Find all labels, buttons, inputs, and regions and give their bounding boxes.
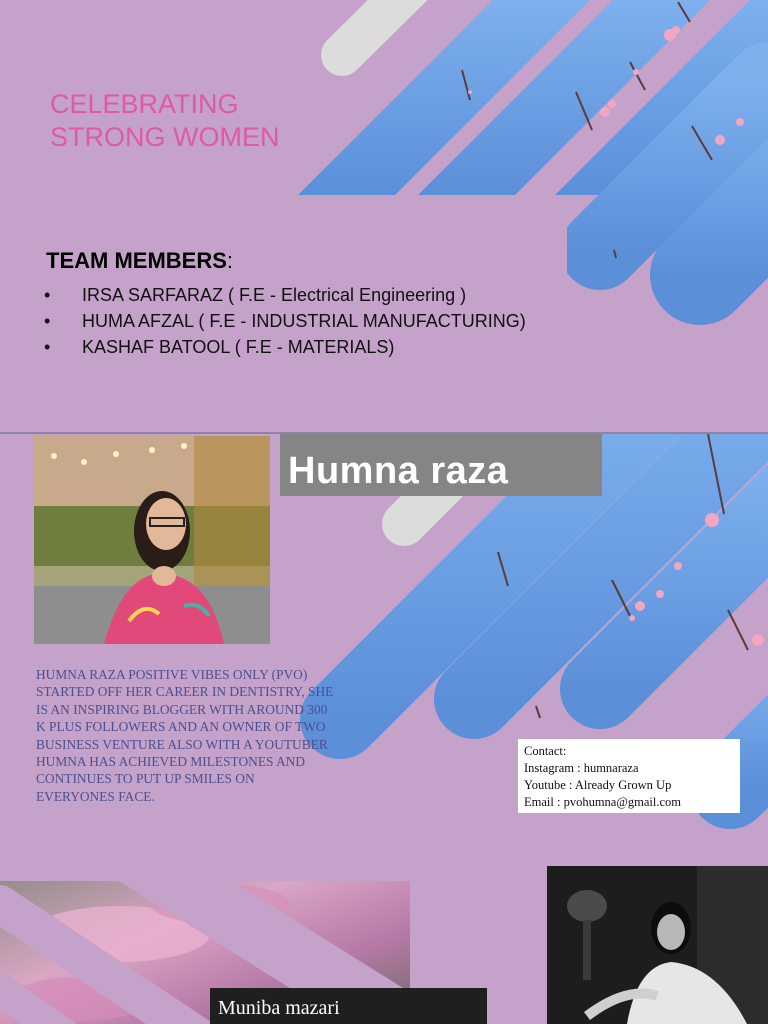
- contact-instagram: Instagram : humnaraza: [524, 761, 639, 775]
- contact-card: [518, 739, 740, 813]
- portrait-image: [547, 866, 768, 1024]
- title-line-1: CELEBRATING: [50, 89, 239, 119]
- portrait-image: [34, 436, 270, 644]
- team-members-list: [44, 282, 526, 360]
- team-members-heading: [46, 248, 233, 274]
- slide-humna-raza: [0, 434, 768, 1024]
- list-item: [44, 334, 526, 360]
- member-name: HUMA AFZAL ( F.E - INDUSTRIAL MANUFACTURING): [82, 311, 526, 331]
- team-heading-colon: :: [226, 248, 234, 273]
- diagonal-stripes-decoration: [0, 0, 768, 432]
- bio-line: HUMNA RAZA POSITIVE VIBES ONLY (PVO): [36, 667, 308, 682]
- team-heading-label: TEAM MEMBERS: [46, 248, 227, 273]
- title-line-2: STRONG WOMEN: [50, 122, 280, 153]
- next-profile-name: Muniba mazari: [210, 988, 487, 1024]
- member-name: IRSA SARFARAZ ( F.E - Electrical Engineering ): [82, 285, 467, 305]
- muniba-mazari-photo: [547, 866, 768, 1024]
- list-item: [44, 282, 526, 308]
- slide-celebrating-strong-women: [0, 0, 768, 434]
- bio-line: STARTED OFF HER CAREER IN DENTISTRY, SHE IS AN INSPIRING BLOGGER WITH AROUND 300 K PLUS FOLLOWERS AND AN OWNER OF TWO BUSINESS VENTURE ALSO WITH A YOUTUBER HUMNA HAS ACHIEVED MILESTONES AND CONTINUES TO PUT UP SMILES ON EVERYONES FACE.: [36, 684, 334, 804]
- contact-youtube: Youtube : Already Grown Up: [524, 778, 672, 792]
- profile-name-title: Humna raza: [280, 434, 602, 496]
- biography-text: [36, 666, 336, 805]
- slide-title: [50, 88, 280, 155]
- bullet-icon: •: [44, 337, 51, 357]
- humna-raza-photo: [34, 436, 270, 644]
- bullet-icon: •: [44, 285, 51, 305]
- contact-email: Email : pvohumna@gmail.com: [524, 795, 681, 809]
- list-item: [44, 308, 526, 334]
- member-name: KASHAF BATOOL ( F.E - MATERIALS): [82, 337, 395, 357]
- contact-heading: Contact:: [524, 744, 567, 758]
- bullet-icon: •: [44, 311, 51, 331]
